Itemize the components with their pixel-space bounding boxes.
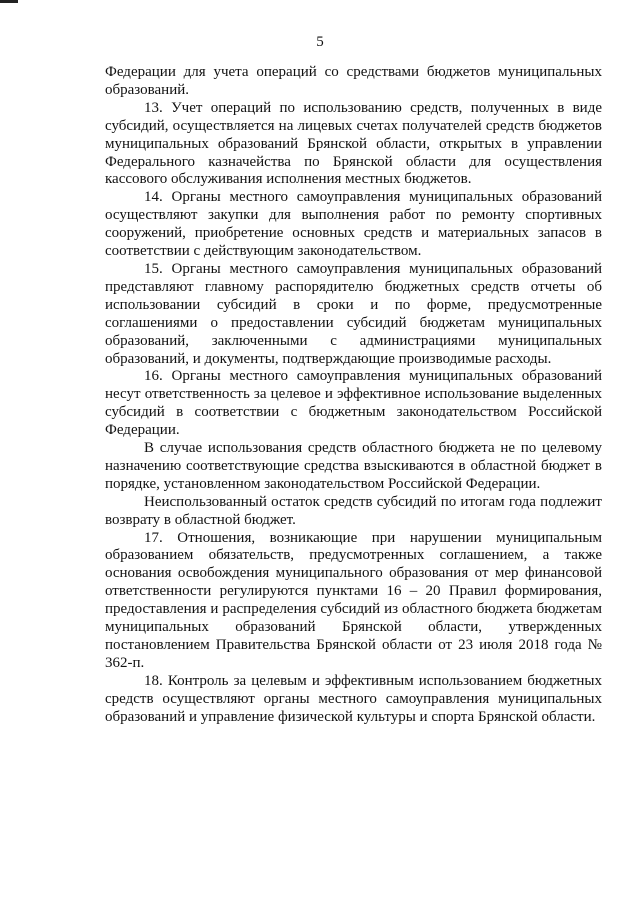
paragraph-clause-17: 17. Отношения, возникающие при нарушении муниципальным образованием обязательств, предусмотренных соглашением, а также основания освобождения муниципального образования от мер финансовой ответственности регулируются пунктами 16 – 20 Правил формирования, предоставления и распределения субсидий из областного бюджета бюджетам муниципальных образований Брянской области, утвержденных постановлением Правительства Брянской области от 23 июля 2018 года № 362-п. [105, 529, 602, 671]
paragraph-clause-15: 15. Органы местного самоуправления муниципальных образований представляют главному распорядителю бюджетных средств отчеты об использовании субсидий в сроки и по форме, предусмотренные соглашениями о предоставлении субсидий бюджетам муниципальных образований, заключенными с администрациями муниципальных образований, и документы, подтверждающие производимые расходы. [105, 260, 602, 367]
top-edge-mark [0, 0, 18, 3]
page-number: 5 [316, 34, 324, 50]
paragraph-clause-16: 16. Органы местного самоуправления муниципальных образований несут ответственность за целевое и эффективное использование выделенных субсидий в соответствии с бюджетным законодательством Российской Федерации. [105, 368, 602, 439]
paragraph-clause-18: 18. Контроль за целевым и эффективным использованием бюджетных средств осуществляют органы местного самоуправления муниципальных образований и управление физической культуры и спорта Брянской области. [105, 672, 602, 725]
paragraph-unused-balance: Неиспользованный остаток средств субсидий по итогам года подлежит возврату в областной бюджет. [105, 493, 602, 528]
paragraph-clause-14: 14. Органы местного самоуправления муниципальных образований осуществляют закупки для выполнения работ по ремонту спортивных сооружений, приобретение основных средств и материальных запасов в соответствии с действующим законодательством. [105, 189, 602, 260]
document-body [105, 64, 602, 727]
paragraph-clause-13: 13. Учет операций по использованию средств, полученных в виде субсидий, осуществляется на лицевых счетах получателей средств бюджетов муниципальных образований Брянской области, открытых в управлении Федерального казначейства по Брянской области для осуществления кассового обслуживания исполнения местных бюджетов. [105, 99, 602, 188]
paragraph-continuation: Федерации для учета операций со средствами бюджетов муниципальных образований. [105, 64, 602, 98]
paragraph-misuse-recovery: В случае использования средств областного бюджета не по целевому назначению соответствующие средства взыскиваются в областной бюджет в порядке, установленном законодательством Российской Федерации. [105, 440, 602, 492]
